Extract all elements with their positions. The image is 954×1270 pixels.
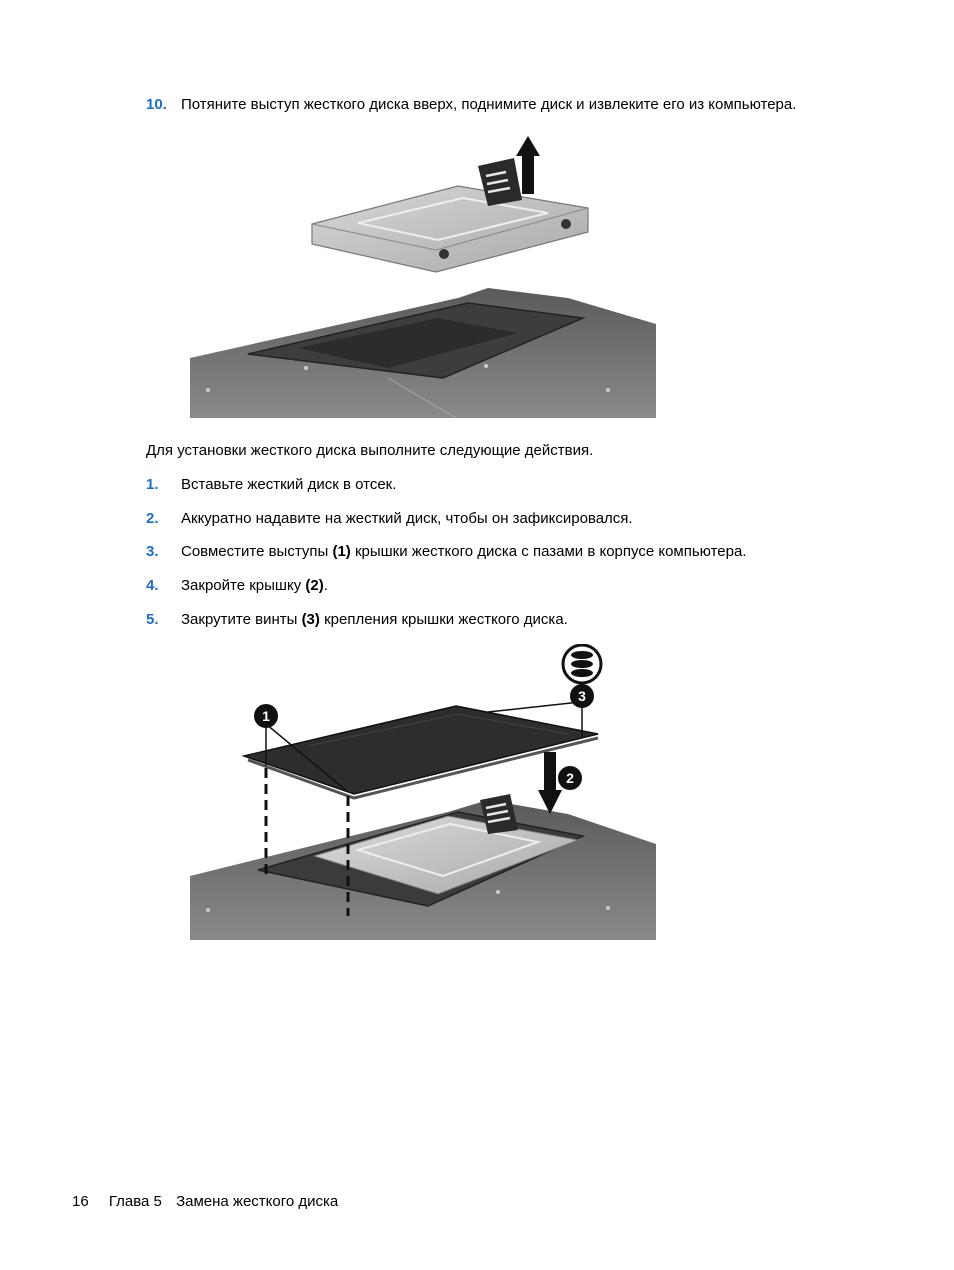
page-footer	[72, 1193, 338, 1211]
step-number: 10.	[146, 96, 167, 113]
step-text-part: .	[323, 577, 328, 594]
callout-number: 2	[566, 770, 574, 786]
step-text-part: Закройте крышку	[181, 577, 306, 594]
step-text	[181, 577, 328, 595]
step-text-part: крышки жесткого диска с пазами в корпусе компьютера.	[350, 543, 747, 560]
step-text: Аккуратно надавите на жесткий диск, чтобы он зафиксировался.	[181, 510, 633, 527]
install-intro: Для установки жесткого диска выполните следующие действия.	[146, 442, 594, 459]
figure-install-cover	[188, 644, 660, 942]
step-number: 5.	[146, 611, 159, 628]
step-text: Потяните выступ жесткого диска вверх, поднимите диск и извлеките его из компьютера.	[181, 96, 797, 113]
step-number: 3.	[146, 543, 159, 560]
step-text	[181, 543, 747, 561]
chapter-label: Глава 5	[108, 1193, 162, 1210]
step-text-part: крепления крышки жесткого диска.	[319, 611, 568, 628]
callout-ref: (2)	[305, 577, 324, 594]
callout-ref: (1)	[332, 543, 351, 560]
callout-number: 3	[578, 688, 586, 704]
callout-ref: (3)	[301, 611, 320, 628]
chapter-title: Замена жесткого диска	[176, 1193, 339, 1210]
page-number: 16	[72, 1193, 89, 1210]
step-number: 1.	[146, 476, 159, 493]
step-text	[181, 611, 568, 629]
figure-remove-hard-drive	[188, 128, 660, 420]
callout-2-badge	[558, 766, 582, 790]
screws-icon	[563, 645, 601, 683]
laptop-base	[190, 288, 656, 418]
hard-drive	[312, 186, 588, 272]
callout-number: 1	[262, 708, 270, 724]
down-arrow-icon	[538, 752, 562, 814]
step-text: Вставьте жесткий диск в отсек.	[181, 476, 397, 493]
step-text-part: Закрутите винты	[181, 611, 302, 628]
step-number: 4.	[146, 577, 159, 594]
callout-1-badge	[254, 704, 278, 728]
step-text-part: Совместите выступы	[181, 543, 333, 560]
step-number: 2.	[146, 510, 159, 527]
up-arrow-icon	[516, 136, 540, 194]
callout-3-badge	[570, 684, 594, 708]
